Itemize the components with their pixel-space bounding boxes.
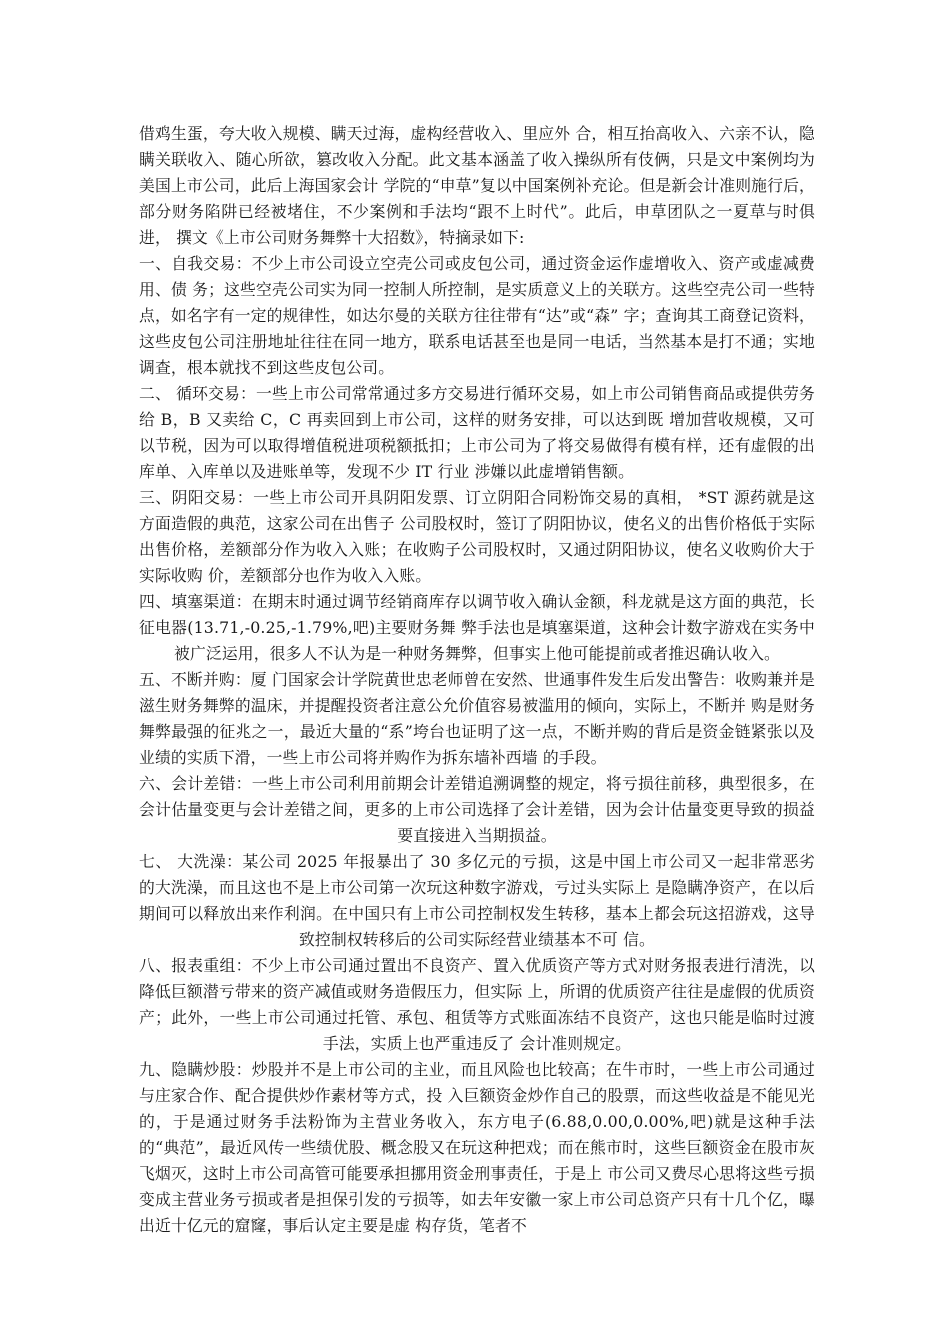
paragraph-item-4: 四、填塞渠道：在期末时通过调节经销商库存以调节收入确认金额，科龙就是这方面的典范，长征电器(13.71,-0.25,-1.79%,吧)主要财务舞 弊手法也是填塞渠道，这种会计数字游戏在实务中被广泛运用，很多人不认为是一种财务舞弊，但事实上他可能提前或者推迟确认收入。 bbox=[139, 592, 815, 663]
paragraph-item-5: 五、不断并购：厦 门国家会计学院黄世忠老师曾在安然、世通事件发生后发出警告：收购兼并是滋生财务舞弊的温床，并提醒投资者注意公允价值容易被滥用的倾向，实际上，不断并 购是财务舞弊最强的征兆之一，最近大量的“系”垮台也证明了这一点，不断并购的背后是资金链紧张以及业绩的实质下滑，一些上市公司将并购作为拆东墙补西墙 的手段。 bbox=[139, 670, 815, 767]
paragraph-item-8: 八、报表重组：不少上市公司通过置出不良资产、置入优质资产等方式对财务报表进行清洗，以降低巨额潜亏带来的资产减值或财务造假压力，但实际 上，所谓的优质资产往往是虚假的优质资产；此外，一些上市公司通过托管、承包、租赁等方式账面冻结不良资产，这也只能是临时过渡手法，实质上也严重违反了 会计准则规定。 bbox=[139, 956, 815, 1053]
paragraph-item-2: 二、 循环交易：一些上市公司常常通过多方交易进行循环交易，如上市公司销售商品或提供劳务给 B，B 又卖给 C，C 再卖回到上市公司，这样的财务安排，可以达到既 增加营收规模，又可以节税，因为可以取得增值税进项税额抵扣；上市公司为了将交易做得有模有样，还有虚假的出库单、入库单以及进账单等，发现不少 IT 行业 涉嫌以此虚增销售额。 bbox=[139, 384, 815, 481]
paragraph-intro: 借鸡生蛋，夸大收入规模、瞒天过海，虚构经营收入、里应外 合，相互抬高收入、六亲不认，隐瞒关联收入、随心所欲，篡改收入分配。此文基本涵盖了收入操纵所有伎俩，只是文中案例均为美国上市公司，此后上海国家会计 学院的“申草”复以中国案例补充论。但是新会计准则施行后，部分财务陷阱已经被堵住，不少案例和手法均“跟不上时代”。此后，申草团队之一夏草与时俱进， 撰文《上市公司财务舞弊十大招数》，特摘录如下: bbox=[139, 124, 815, 247]
paragraph-item-3: 三、阴阳交易：一些上市公司开具阴阳发票、订立阴阳合同粉饰交易的真相， *ST 源药就是这方面造假的典范，这家公司在出售子 公司股权时，签订了阴阳协议，使名义的出售价格低于实际出售价格，差额部分作为收入入账；在收购子公司股权时，又通过阴阳协议，使名义收购价大于实际收购 价，差额部分也作为收入入账。 bbox=[139, 488, 815, 585]
paragraph-item-7: 七、 大洗澡：某公司 2025 年报暴出了 30 多亿元的亏损，这是中国上市公司又一起非常恶劣的大洗澡，而且这也不是上市公司第一次玩这种数字游戏，亏过头实际上 是隐瞒净资产，在以后期间可以释放出来作利润。在中国只有上市公司控制权发生转移，基本上都会玩这招游戏，这导致控制权转移后的公司实际经营业绩基本不可 信。 bbox=[139, 852, 815, 949]
document-body bbox=[139, 121, 815, 1239]
paragraph-item-1: 一、自我交易：不少上市公司设立空壳公司或皮包公司，通过资金运作虚增收入、资产或虚减费用、债 务；这些空壳公司实为同一控制人所控制，是实质意义上的关联方。这些空壳公司一些特点，如名字有一定的规律性，如达尔曼的关联方往往带有“达”或“森” 字；查询其工商登记资料，这些皮包公司注册地址往往在同一地方，联系电话甚至也是同一电话，当然基本是打不通；实地调查，根本就找不到这些皮包公司。 bbox=[139, 254, 815, 377]
paragraph-item-6: 六、会计差错：一些上市公司利用前期会计差错追溯调整的规定，将亏损往前移，典型很多，在会计估量变更与会计差错之间，更多的上市公司选择了会计差错，因为会计估量变更导致的损益要直接进入当期损益。 bbox=[139, 774, 815, 845]
paragraph-item-9: 九、隐瞒炒股：炒股并不是上市公司的主业，而且风险也比较高；在牛市时，一些上市公司通过与庄家合作、配合提供炒作素材等方式，投 入巨额资金炒作自己的股票，而这些收益是不能见光的，于是通过财务手法粉饰为主营业务收入，东方电子(6.88,0.00,0.00%,吧)就是这种手法 的“典范”，最近风传一些绩优股、概念股又在玩这种把戏；而在熊市时，这些巨额资金在股市灰飞烟灭，这时上市公司高管可能要承担挪用资金刑事责任，于是上 市公司又费尽心思将这些亏损变成主营业务亏损或者是担保引发的亏损等，如去年安徽一家上市公司总资产只有十几个亿，曝出近十亿元的窟窿，事后认定主要是虚 构存货，笔者不 bbox=[139, 1060, 815, 1235]
